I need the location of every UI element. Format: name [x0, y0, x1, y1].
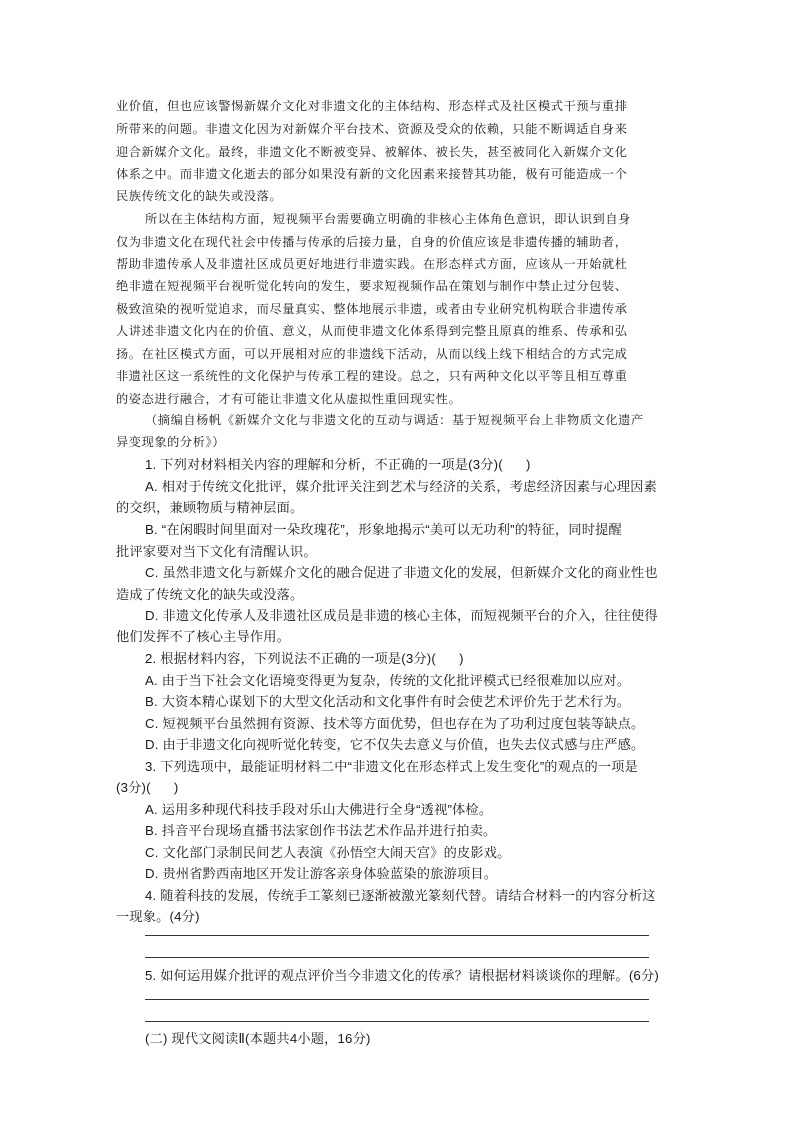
option-d-cont: 他们发挥不了核心主导作用。 [116, 629, 291, 644]
text-line: 人讲述非遗文化内在的价值、意义，从而使非遗文化体系得到完整且原真的维系、传承和弘 [116, 324, 628, 338]
question-stem: 2. 根据材料内容，下列说法不正确的一项是(3分)( ) [145, 651, 464, 666]
answer-line[interactable] [145, 999, 649, 1000]
text-line: 帮助非遗传承人及非遗社区成员更好地进行非遗实践。在形态样式方面，应该从一开始就杜 [116, 257, 628, 271]
option-c: C. 短视频平台虽然拥有资源、技术等方面优势，但也存在为了功利过度包装等缺点。 [145, 716, 645, 731]
option-a: A. 运用多种现代科技手段对乐山大佛进行全身“透视”体检。 [145, 802, 493, 817]
option-c: C. 文化部门录制民间艺人表演《孙悟空大闹天宫》的皮影戏。 [145, 845, 511, 860]
option-a: A. 相对于传统文化批评，媒介批评关注到艺术与经济的关系，考虑经济因素与心理因素 [145, 479, 658, 494]
option-d: D. 贵州省黔西南地区开发让游客亲身体验蓝染的旅游项目。 [145, 866, 498, 881]
option-a: A. 由于当下社会文化语境变得更为复杂，传统的文化批评模式已经很难加以应对。 [145, 673, 631, 688]
question-stem: 5. 如何运用媒介批评的观点评价当今非遗文化的传承？请根据材料谈谈你的理解。(6分) [145, 968, 659, 983]
answer-line[interactable] [145, 957, 649, 958]
question-stem: 1. 下列对材料相关内容的理解和分析，不正确的一项是(3分)( ) [145, 457, 531, 472]
option-b-cont: 批评家要对当下文化有清醒认识。 [116, 544, 317, 559]
answer-line[interactable] [145, 1021, 649, 1022]
question-stem-cont: (3分)( ) [116, 780, 179, 795]
text-line: 绝非遗在短视频平台视听觉化转向的发生，要求短视频作品在策划与制作中禁止过分包装、 [116, 279, 628, 293]
question-stem-cont: 一现象。(4分) [116, 909, 200, 924]
option-d: D. 非遗文化传承人及非遗社区成员是非遗的核心主体，而短视频平台的介入，往往使得 [145, 608, 658, 623]
option-a-cont: 的交织，兼顾物质与精神层面。 [116, 500, 304, 515]
answer-line[interactable] [145, 935, 649, 936]
option-b: B. 抖音平台现场直播书法家创作书法艺术作品并进行拍卖。 [145, 823, 497, 838]
option-b: B. 大资本精心谋划下的大型文化活动和文化事件有时会使艺术评价先于艺术行为。 [145, 694, 631, 709]
option-d: D. 由于非遗文化向视听觉化转变，它不仅失去意义与价值，也失去仪式感与庄严感。 [145, 737, 645, 752]
text-line: 仅为非遗文化在现代社会中传播与传承的后接力量，自身的价值应该是非遗传播的辅助者， [116, 235, 628, 249]
option-b: B. “在闲暇时间里面对一朵玫瑰花”，形象地揭示“美可以无功利”的特征，同时提醒 [145, 522, 622, 537]
question-stem: 3. 下列选项中，最能证明材料二中“非遗文化在形态样式上发生变化”的观点的一项是 [145, 759, 639, 774]
text-line: 非遗社区这一系统性的文化保护与传承工程的建设。总之，只有两种文化以平等且相互尊重 [116, 369, 628, 383]
option-c-cont: 造成了传统文化的缺失或没落。 [116, 587, 304, 602]
text-line: 所以在主体结构方面，短视频平台需要确立明确的非核心主体角色意识，即认识到自身 [145, 212, 631, 226]
text-line: 迎合新媒介文化。最终，非遗文化不断被变异、被解体、被长失，甚至被同化入新媒介文化 [116, 145, 628, 159]
section-heading: (二) 现代文阅读Ⅱ(本题共4小题，16分) [145, 1031, 371, 1046]
text-line: （摘编自杨帆《新媒介文化与非遗文化的互动与调适：基于短视频平台上非物质文化遗产 [145, 413, 644, 427]
text-line: 极致渲染的视听觉追求，而尽量真实、整体地展示非遗，或者由专业研究机构联合非遗传承 [116, 302, 628, 316]
question-stem: 4. 随着科技的发展，传统手工篆刻已逐渐被激光篆刻代替。请结合材料一的内容分析这 [145, 888, 656, 903]
text-line: 的姿态进行融合，才有可能让非遗文化从虚拟性重回现实性。 [116, 392, 462, 406]
text-line: 民族传统文化的缺失或没落。 [116, 189, 283, 203]
text-line: 扬。在社区模式方面，可以开展相对应的非遗线下活动，从而以线上线下相结合的方式完成 [116, 347, 628, 361]
text-line: 所带来的问题。非遗文化因为对新媒介平台技术、资源及受众的依赖，只能不断调适自身来 [116, 122, 628, 136]
option-c: C. 虽然非遗文化与新媒介文化的融合促进了非遗文化的发展，但新媒介文化的商业性也 [145, 565, 658, 580]
text-line: 业价值，但也应该警惕新媒介文化对非遗文化的主体结构、形态样式及社区模式干预与重排 [116, 99, 628, 113]
text-line: 异变现象的分析》） [116, 435, 225, 449]
text-line: 体系之中。而非遗文化逝去的部分如果没有新的文化因素来接替其功能，极有可能造成一个 [116, 167, 628, 181]
